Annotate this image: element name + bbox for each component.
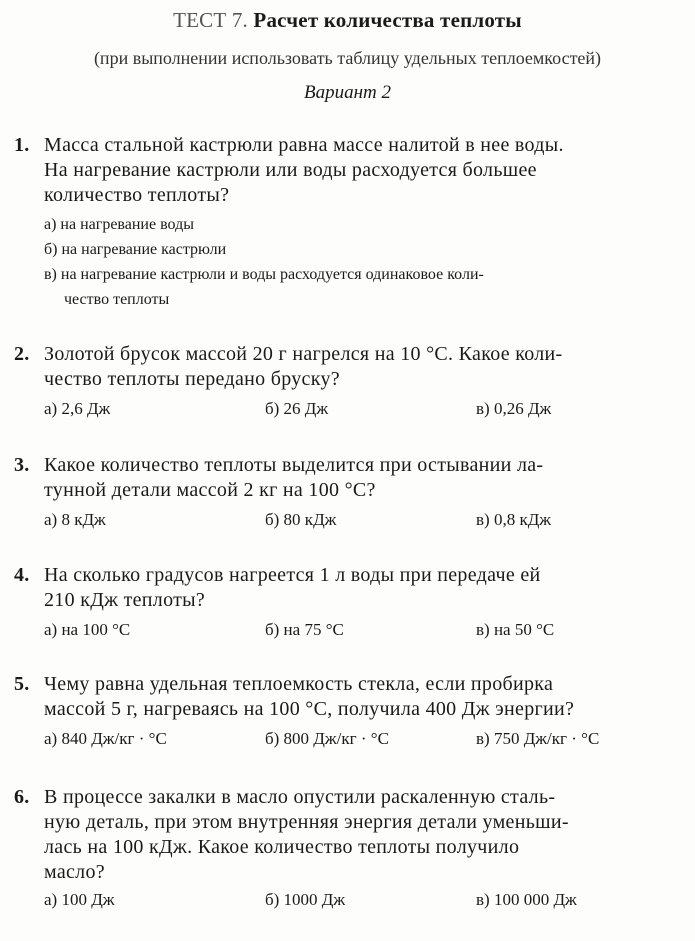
- question-text-line: ную деталь, при этом внутренняя энергия детали уменьши-: [44, 811, 569, 833]
- question-6: [14, 785, 644, 913]
- question-number: 4.: [14, 564, 30, 586]
- question-number: 3.: [14, 454, 30, 476]
- question-4: [14, 563, 644, 643]
- question-3: [14, 453, 644, 533]
- answer-option-c: в) 100 000 Дж: [476, 890, 577, 909]
- question-text-line: тунной детали массой 2 кг на 100 °С?: [44, 479, 376, 501]
- answer-options: [14, 887, 644, 913]
- test-name: Расчет количества теплоты: [253, 8, 522, 32]
- question-text-line: 3. Какое количество теплоты выделится при остывании ла-: [14, 454, 544, 476]
- answer-options: [14, 617, 644, 643]
- question-1: [14, 133, 644, 312]
- answer-option-a: а) 8 кДж: [44, 510, 106, 529]
- question-text-line: количество теплоты?: [44, 184, 230, 206]
- question-text-line: 6. В процессе закалки в масло опустили раскаленную сталь-: [14, 786, 556, 808]
- answer-option-c: в) 0,8 кДж: [476, 510, 552, 529]
- answer-option-b: б) 1000 Дж: [265, 890, 346, 909]
- instruction-text: (при выполнении использовать таблицу удельных теплоемкостей): [93, 48, 602, 68]
- question-2: [14, 342, 644, 422]
- question-number: 2.: [14, 343, 30, 365]
- answer-option-c: в) на 50 °С: [476, 620, 555, 639]
- answer-options: [14, 396, 644, 422]
- test-number: ТЕСТ 7.: [173, 8, 248, 32]
- answer-option-c: в) 750 Дж/кг · °С: [476, 729, 600, 748]
- answer-option-a: а) 840 Дж/кг · °С: [44, 729, 167, 748]
- question-text-line: масло?: [44, 861, 105, 883]
- answer-option-a: а) 2,6 Дж: [44, 399, 111, 418]
- answer-option-b: б) на нагревание кастрюли: [44, 241, 227, 258]
- question-number: 1.: [14, 134, 30, 156]
- question-text-line: 5. Чему равна удельная теплоемкость стекла, если пробирка: [14, 673, 554, 695]
- answer-option-b: б) 80 кДж: [265, 510, 337, 529]
- question-5: [14, 672, 644, 752]
- variant-label: Вариант 2: [303, 82, 391, 103]
- answer-option-b: б) 800 Дж/кг · °С: [265, 729, 389, 748]
- answer-option-c: в) 0,26 Дж: [476, 399, 552, 418]
- question-text-line: 2. Золотой брусок массой 20 г нагрелся на 10 °С. Какое коли-: [14, 343, 563, 365]
- answer-option-c-cont: чество теплоты: [64, 291, 170, 308]
- question-text-line: лась на 100 кДж. Какое количество теплоты получило: [44, 836, 520, 858]
- test-title: [0, 8, 695, 33]
- question-number: 5.: [14, 673, 30, 695]
- answer-options: [14, 507, 644, 533]
- question-text-line: массой 5 г, нагреваясь на 100 °С, получила 400 Дж энергии?: [44, 698, 575, 720]
- answer-options: [14, 212, 644, 312]
- answer-option-a: а) 100 Дж: [44, 890, 115, 909]
- question-text-line: 4. На сколько градусов нагреется 1 л воды при передаче ей: [14, 564, 541, 586]
- question-text-line: 210 кДж теплоты?: [44, 589, 206, 611]
- answer-option-b: б) 26 Дж: [265, 399, 329, 418]
- answer-option-b: б) на 75 °С: [265, 620, 344, 639]
- question-text-line: На нагревание кастрюли или воды расходуется большее: [44, 159, 537, 181]
- answer-option-a: а) на 100 °С: [44, 620, 131, 639]
- question-number: 6.: [14, 786, 30, 808]
- answer-option-c: в) на нагревание кастрюли и воды расходуется одинаковое коли-: [44, 266, 484, 283]
- answer-option-a: а) на нагревание воды: [44, 216, 194, 233]
- answer-options: [14, 726, 644, 752]
- question-text-line: чество теплоты передано бруску?: [44, 368, 340, 390]
- question-text-line: 1. Масса стальной кастрюли равна массе налитой в нее воды.: [14, 134, 564, 156]
